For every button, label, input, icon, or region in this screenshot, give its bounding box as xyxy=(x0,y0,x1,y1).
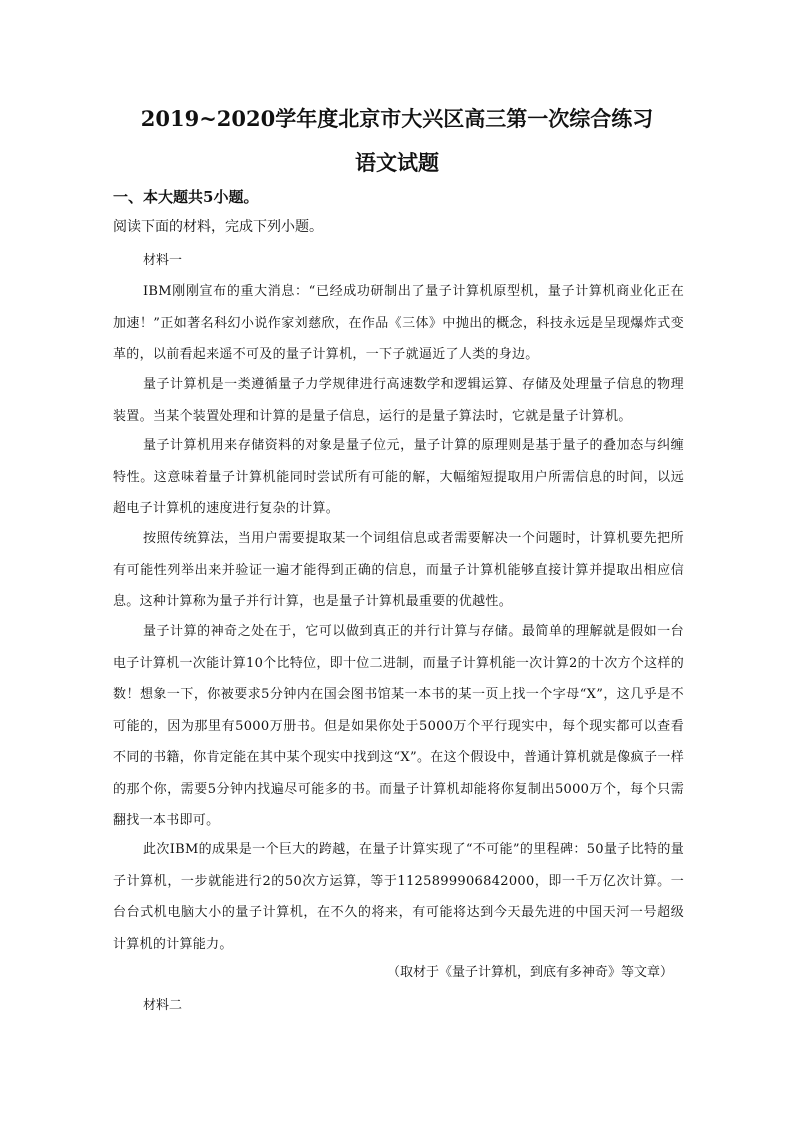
document-subtitle: 语文试题 xyxy=(355,150,439,175)
material-one-source: （取材于《量子计算机，到底有多神奇》等文章） xyxy=(386,965,673,980)
material-one-label: 材料一 xyxy=(143,253,183,268)
material-one-paragraph: 量子计算机是一类遵循量子力学规律进行高速数学和逻辑运算、存储及处理量子信息的物理装置。当某个装置处理和计算的是量子信息，运行的是量子算法时，它就是量子计算机。 xyxy=(113,377,684,424)
material-two-label: 材料二 xyxy=(143,998,183,1013)
material-one-paragraph: 此次IBM的成果是一个巨大的跨越，在量子计算实现了“不可能”的里程碑：50量子比特的量子计算机，一步就能进行2的50次方运算，等于1125899906842000，即一千万亿次计算。一台台式机电脑大小的量子计算机，在不久的将来，有可能将达到今天最先进的中国天河一号超级计算机的计算能力。 xyxy=(113,842,684,952)
section-heading: 一、本大题共5小题。 xyxy=(113,188,259,206)
material-one-paragraph: IBM刚刚宣布的重大消息：“已经成功研制出了量子计算机原型机，量子计算机商业化正在加速！”正如著名科幻小说作家刘慈欣，在作品《三体》中抛出的概念，科技永远是呈现爆炸式变革的，以前看起来遥不可及的量子计算机，一下子就逼近了人类的身边。 xyxy=(113,284,684,362)
material-one-paragraph: 按照传统算法，当用户需要提取某一个词组信息或者需要解决一个问题时，计算机要先把所有可能性列举出来并验证一遍才能得到正确的信息，而量子计算机能够直接计算并提取出相应信息。这种计算称为量子并行计算，也是量子计算机最重要的优越性。 xyxy=(113,531,684,609)
material-one-paragraph: 量子计算的神奇之处在于，它可以做到真正的并行计算与存储。最简单的理解就是假如一台电子计算机一次能计算10个比特位，即十位二进制，而量子计算机能一次计算2的十次方个这样的数！想象一下，你被要求5分钟内在国会图书馆某一本书的某一页上找一个字母“X”，这几乎是不可能的，因为那里有5000万册书。但是如果你处于5000万个平行现实中，每个现实都可以查看不同的书籍，你肯定能在其中某个现实中找到这“X”。在这个假设中，普通计算机就是像疯子一样的那个你，需要5分钟内找遍尽可能多的书。而量子计算机却能将你复制出5000万个，每个只需翻找一本书即可。 xyxy=(113,624,685,828)
document-title: 2019~2020学年度北京市大兴区高三第一次综合练习 xyxy=(140,106,654,131)
material-one-paragraph: 量子计算机用来存储资料的对象是量子位元，量子计算的原理则是基于量子的叠加态与纠缠特性。这意味着量子计算机能同时尝试所有可能的解，大幅缩短提取用户所需信息的时间，以远超电子计算机的速度进行复杂的计算。 xyxy=(113,438,684,516)
section-instruction: 阅读下面的材料，完成下列小题。 xyxy=(113,219,323,235)
